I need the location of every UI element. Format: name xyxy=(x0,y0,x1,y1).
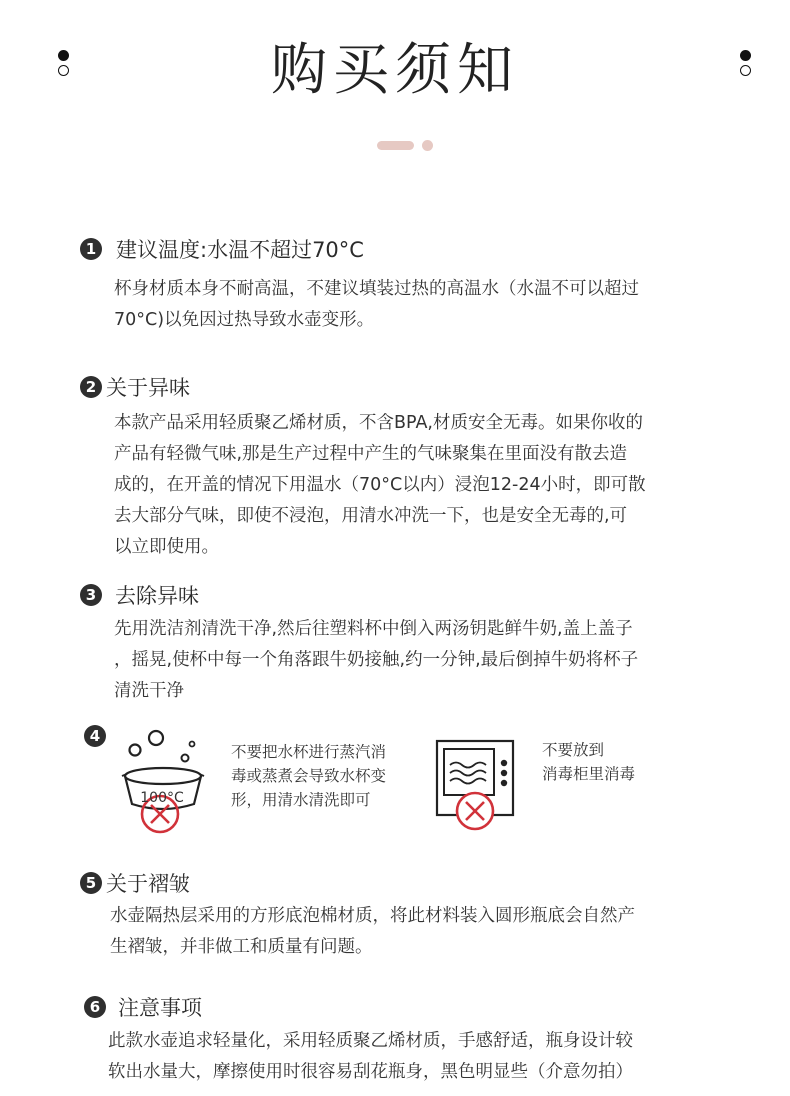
body-line: 本款产品采用轻质聚乙烯材质，不含BPA,材质安全无毒。如果你收的 xyxy=(114,413,643,433)
body-line: ，摇晃,使杯中每一个角落跟牛奶接触,约一分钟,最后倒掉牛奶将杯子 xyxy=(114,650,639,670)
warning-steam-text xyxy=(231,740,386,812)
section-heading: 注意事项 xyxy=(118,996,202,1020)
section-body xyxy=(108,1026,633,1088)
warning-line: 形，用清水清洗即可 xyxy=(231,791,371,809)
body-line: 软出水量大，摩擦使用时很容易刮花瓶身，黑色明显些（介意勿拍） xyxy=(108,1062,633,1082)
warning-line: 不要放到 xyxy=(542,741,605,759)
body-line: 杯身材质本身不耐高温，不建议填装过热的高温水（水温不可以超过 xyxy=(114,279,639,299)
warning-line: 不要把水杯进行蒸汽消 xyxy=(231,743,387,761)
body-line: 清洗干净 xyxy=(114,681,184,701)
body-line: 先用洗洁剂清洗干净,然后往塑料杯中倒入两汤钥匙鲜牛奶,盖上盖子 xyxy=(114,619,633,639)
section-heading: 关于褶皱 xyxy=(106,872,190,896)
section-body xyxy=(110,901,635,963)
section-body xyxy=(114,274,639,336)
section-number-badge: 2 xyxy=(80,376,102,398)
body-line: 成的，在开盖的情况下用温水（70°C以内）浸泡12-24小时，即可散 xyxy=(114,475,646,495)
pot-temperature-label: 100°C xyxy=(140,790,184,806)
warning-line: 毒或蒸煮会导致水杯变 xyxy=(231,767,387,785)
section-heading: 关于异味 xyxy=(106,376,190,400)
body-line: 水壶隔热层采用的方形底泡棉材质，将此材料装入圆形瓶底会自然产 xyxy=(110,906,635,926)
section-number-badge: 6 xyxy=(84,996,106,1018)
body-line: 此款水壶追求轻量化，采用轻质聚乙烯材质，手感舒适，瓶身设计较 xyxy=(108,1031,633,1051)
body-line: 生褶皱，并非做工和质量有问题。 xyxy=(110,937,373,957)
divider-pill xyxy=(377,141,414,150)
body-line: 去大部分气味，即使不浸泡，用清水冲洗一下，也是安全无毒的,可 xyxy=(114,506,628,526)
section-number-badge: 1 xyxy=(80,238,102,260)
body-line: 产品有轻微气味,那是生产过程中产生的气味聚集在里面没有散去造 xyxy=(114,444,628,464)
warning-cabinet-text xyxy=(542,738,635,786)
divider-dot xyxy=(422,140,433,151)
boiling-pot-icon xyxy=(118,728,208,838)
section-heading: 建议温度:水温不超过70°C xyxy=(116,238,364,262)
body-line: 70°C)以免因过热导致水壶变形。 xyxy=(114,310,375,330)
section-number-badge: 4 xyxy=(84,725,106,747)
section-number-badge: 5 xyxy=(80,872,102,894)
body-line: 以立即使用。 xyxy=(114,537,219,557)
section-body xyxy=(114,614,638,707)
section-heading: 去除异味 xyxy=(115,584,199,608)
section-number-badge: 3 xyxy=(80,584,102,606)
section-body xyxy=(114,408,646,563)
sterilizer-cabinet-icon xyxy=(434,737,518,837)
page-title: 购买须知 xyxy=(271,38,519,103)
warning-line: 消毒柜里消毒 xyxy=(542,765,636,783)
